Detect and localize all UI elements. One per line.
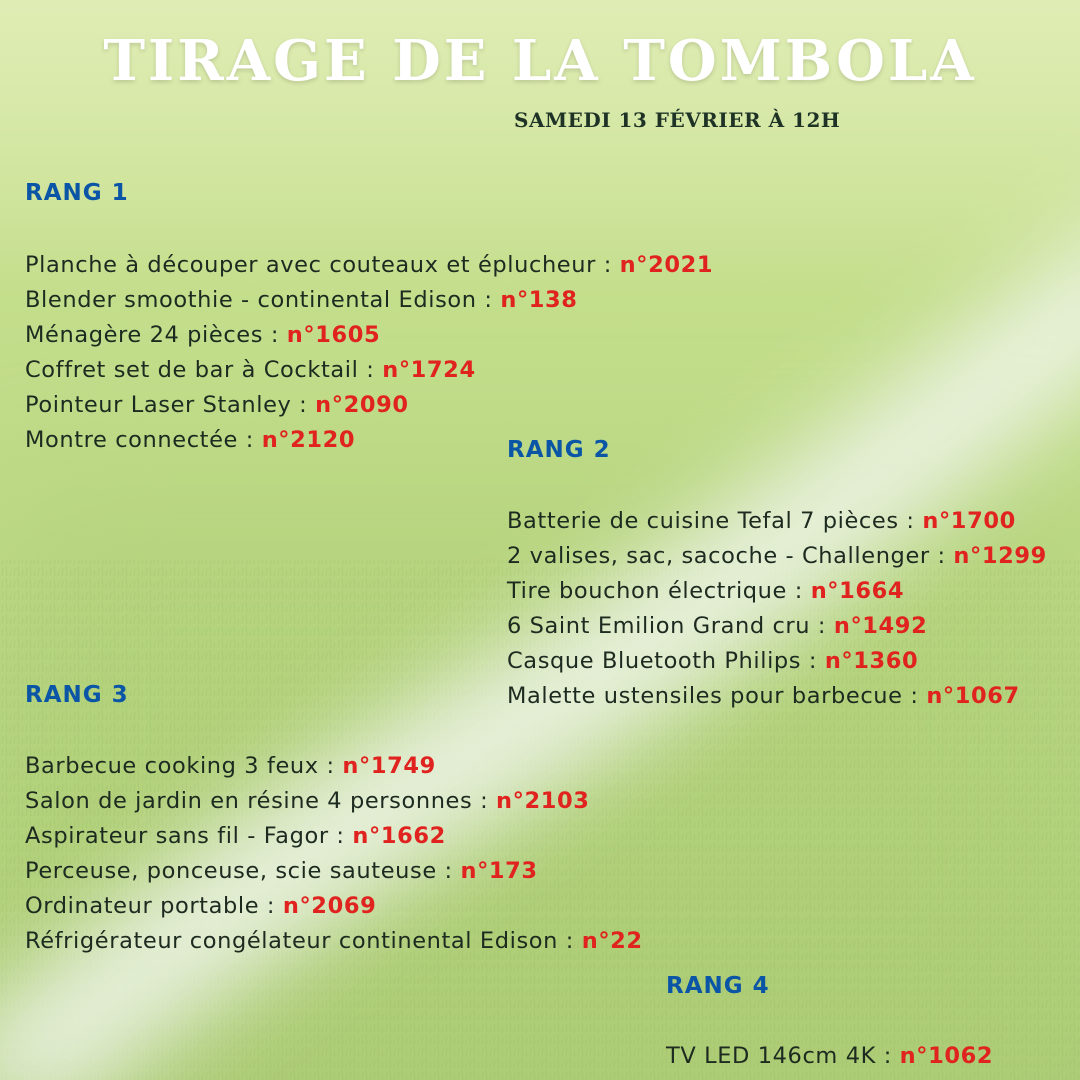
prize-item bbox=[25, 854, 643, 889]
rank-3-prize-list bbox=[25, 749, 643, 959]
prize-name: Planche à découper avec couteaux et éplucheur : bbox=[25, 252, 620, 278]
ticket-number: n°2120 bbox=[261, 427, 356, 453]
rank-1-prize-list bbox=[25, 248, 713, 458]
prize-name: 6 Saint Emilion Grand cru : bbox=[507, 613, 834, 639]
ticket-number: n°1605 bbox=[286, 322, 381, 348]
prize-item bbox=[25, 749, 643, 784]
prize-item bbox=[25, 283, 713, 318]
prize-item bbox=[25, 388, 713, 423]
ticket-number: n°1664 bbox=[810, 578, 905, 604]
poster-title: TIRAGE DE LA TOMBOLA bbox=[103, 28, 977, 94]
ticket-number: n°1067 bbox=[926, 683, 1020, 709]
ticket-number: n°138 bbox=[500, 287, 578, 313]
prize-name: Perceuse, ponceuse, scie sauteuse : bbox=[25, 858, 461, 884]
rank-2-heading: RANG 2 bbox=[507, 437, 611, 463]
ticket-number: n°2069 bbox=[282, 893, 377, 919]
rank-1-heading: RANG 1 bbox=[25, 180, 129, 206]
prize-name: Montre connectée : bbox=[25, 427, 262, 453]
rank-2-prize-list bbox=[507, 504, 1047, 714]
ticket-number: n°1724 bbox=[382, 357, 476, 383]
prize-item bbox=[25, 353, 713, 388]
ticket-number: n°1749 bbox=[342, 753, 436, 779]
ticket-number: n°1492 bbox=[833, 613, 928, 639]
ticket-number: n°1700 bbox=[922, 508, 1016, 534]
prize-item bbox=[666, 1039, 993, 1074]
ticket-number: n°22 bbox=[581, 928, 643, 954]
prize-name: Aspirateur sans fil - Fagor : bbox=[25, 823, 353, 849]
prize-item bbox=[507, 539, 1047, 574]
prize-name: Ménagère 24 pièces : bbox=[25, 322, 287, 348]
prize-name: Tire bouchon électrique : bbox=[507, 578, 811, 604]
rank-4-prize-list bbox=[666, 1039, 993, 1074]
ticket-number: n°1662 bbox=[352, 823, 446, 849]
prize-name: Barbecue cooking 3 feux : bbox=[25, 753, 343, 779]
prize-item bbox=[25, 248, 713, 283]
prize-name: Ordinateur portable : bbox=[25, 893, 283, 919]
prize-item bbox=[507, 574, 1047, 609]
prize-name: Malette ustensiles pour barbecue : bbox=[507, 683, 927, 709]
ticket-number: n°2103 bbox=[496, 788, 590, 814]
rank-3-heading: RANG 3 bbox=[25, 682, 129, 708]
prize-item bbox=[25, 819, 643, 854]
ticket-number: n°2090 bbox=[315, 392, 409, 418]
prize-item bbox=[25, 318, 713, 353]
prize-item bbox=[25, 784, 643, 819]
prize-item bbox=[507, 644, 1047, 679]
draw-date: SAMEDI 13 FÉVRIER À 12H bbox=[514, 108, 841, 132]
prize-name: Pointeur Laser Stanley : bbox=[25, 392, 316, 418]
prize-name: Batterie de cuisine Tefal 7 pièces : bbox=[507, 508, 923, 534]
prize-item bbox=[25, 889, 643, 924]
prize-name: Salon de jardin en résine 4 personnes : bbox=[25, 788, 497, 814]
ticket-number: n°1360 bbox=[824, 648, 919, 674]
prize-item bbox=[25, 924, 643, 959]
ticket-number: n°1062 bbox=[899, 1043, 994, 1069]
ticket-number: n°1299 bbox=[953, 543, 1047, 569]
prize-item bbox=[507, 679, 1047, 714]
rank-4-heading: RANG 4 bbox=[666, 973, 770, 999]
ticket-number: n°173 bbox=[460, 858, 538, 884]
prize-item bbox=[507, 609, 1047, 644]
prize-name: Casque Bluetooth Philips : bbox=[507, 648, 825, 674]
prize-item bbox=[507, 504, 1047, 539]
prize-name: Blender smoothie - continental Edison : bbox=[25, 287, 501, 313]
prize-name: Réfrigérateur congélateur continental Edison : bbox=[25, 928, 582, 954]
ticket-number: n°2021 bbox=[619, 252, 714, 278]
prize-name: Coffret set de bar à Cocktail : bbox=[25, 357, 383, 383]
prize-name: TV LED 146cm 4K : bbox=[666, 1043, 900, 1069]
prize-name: 2 valises, sac, sacoche - Challenger : bbox=[507, 543, 954, 569]
